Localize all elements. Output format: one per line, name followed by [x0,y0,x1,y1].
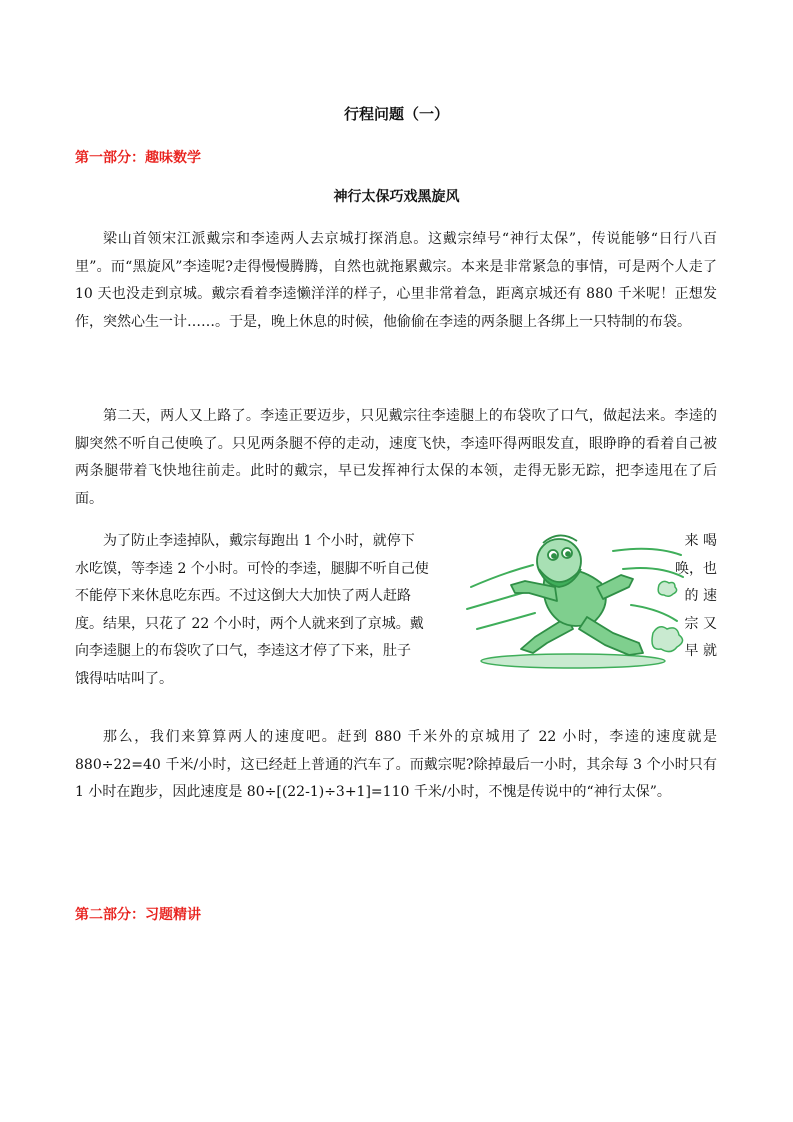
story-paragraph-2: 第二天，两人又上路了。李逵正要迈步，只见戴宗往李逵腿上的布袋吹了口气，做起法来。李逵的脚突然不听自己使唤了。只见两条腿不停的走动，速度飞快，李逵吓得两眼发直，眼睁睁的看着自己被两条腿带着飞快地往前走。此时的戴宗，早已发挥神行太保的本领，走得无影无踪，把李逵甩在了后面。 [75,408,717,507]
page-title: 行程问题（一） [343,105,449,123]
wrap-line-right: 唤，也 [675,560,717,577]
section-heading-fun-math: 第一部分：趣味数学 [75,150,201,166]
wrap-line-right: 的 速 [684,588,717,604]
wrap-line-right: 早 就 [684,643,717,659]
wrap-line-left: 为了防止李逵掉队，戴宗每跑出 1 个小时，就停下 [103,533,415,549]
story-paragraph-1: 梁山首领宋江派戴宗和李逵两人去京城打探消息。这戴宗绰号“神行太保”，传说能够“日行八百里”。而“黑旋风”李逵呢?走得慢慢腾腾，自然也就拖累戴宗。本来是非常紧急的事情，可是两个人走了 10 天也没走到京城。戴宗看着李逵懒洋洋的样子，心里非常着急，距离京城还有 880 千米呢！正想发作，突然心生一计……。于是，晚上休息的时候，他偷偷在李逵的两条腿上各绑上一只特制的布袋。 [75,231,717,330]
running-man-illustration [463,525,691,675]
section-heading-exercises: 第二部分：习题精讲 [75,907,201,923]
wrap-line-right: 来 喝 [684,533,717,549]
wrap-line-left: 向李逵腿上的布袋吹了口气，李逵这才停了下来，肚子 [75,643,411,659]
closing-paragraph: 那么，我们来算算两人的速度吧。赶到 880 千米外的京城用了 22 小时，李逵的速度就是 880÷22=40 千米/小时，这已经赶上普通的汽车了。而戴宗呢?除掉最后一小时，其余每 3 个小时只有 1 小时在跑步，因此速度是 80÷[(22-1)÷3+1]=110 千米/小时，不愧是传说中的“神行太保”。 [75,729,717,800]
wrap-line-left: 饿得咕咕叫了。 [75,670,173,687]
wrap-line-left: 水吃馍，等李逵 2 个小时。可怜的李逵，腿脚不听自己使 [75,560,429,577]
wrap-line-left: 不能停下来休息吃东西。不过这倒大大加快了两人赶路 [75,588,411,604]
wrap-line-left: 度。结果，只花了 22 个小时，两个人就来到了京城。戴 [75,615,424,632]
wrap-line-right: 宗 又 [684,615,717,632]
story-title: 神行太保巧戏黑旋风 [333,189,460,205]
